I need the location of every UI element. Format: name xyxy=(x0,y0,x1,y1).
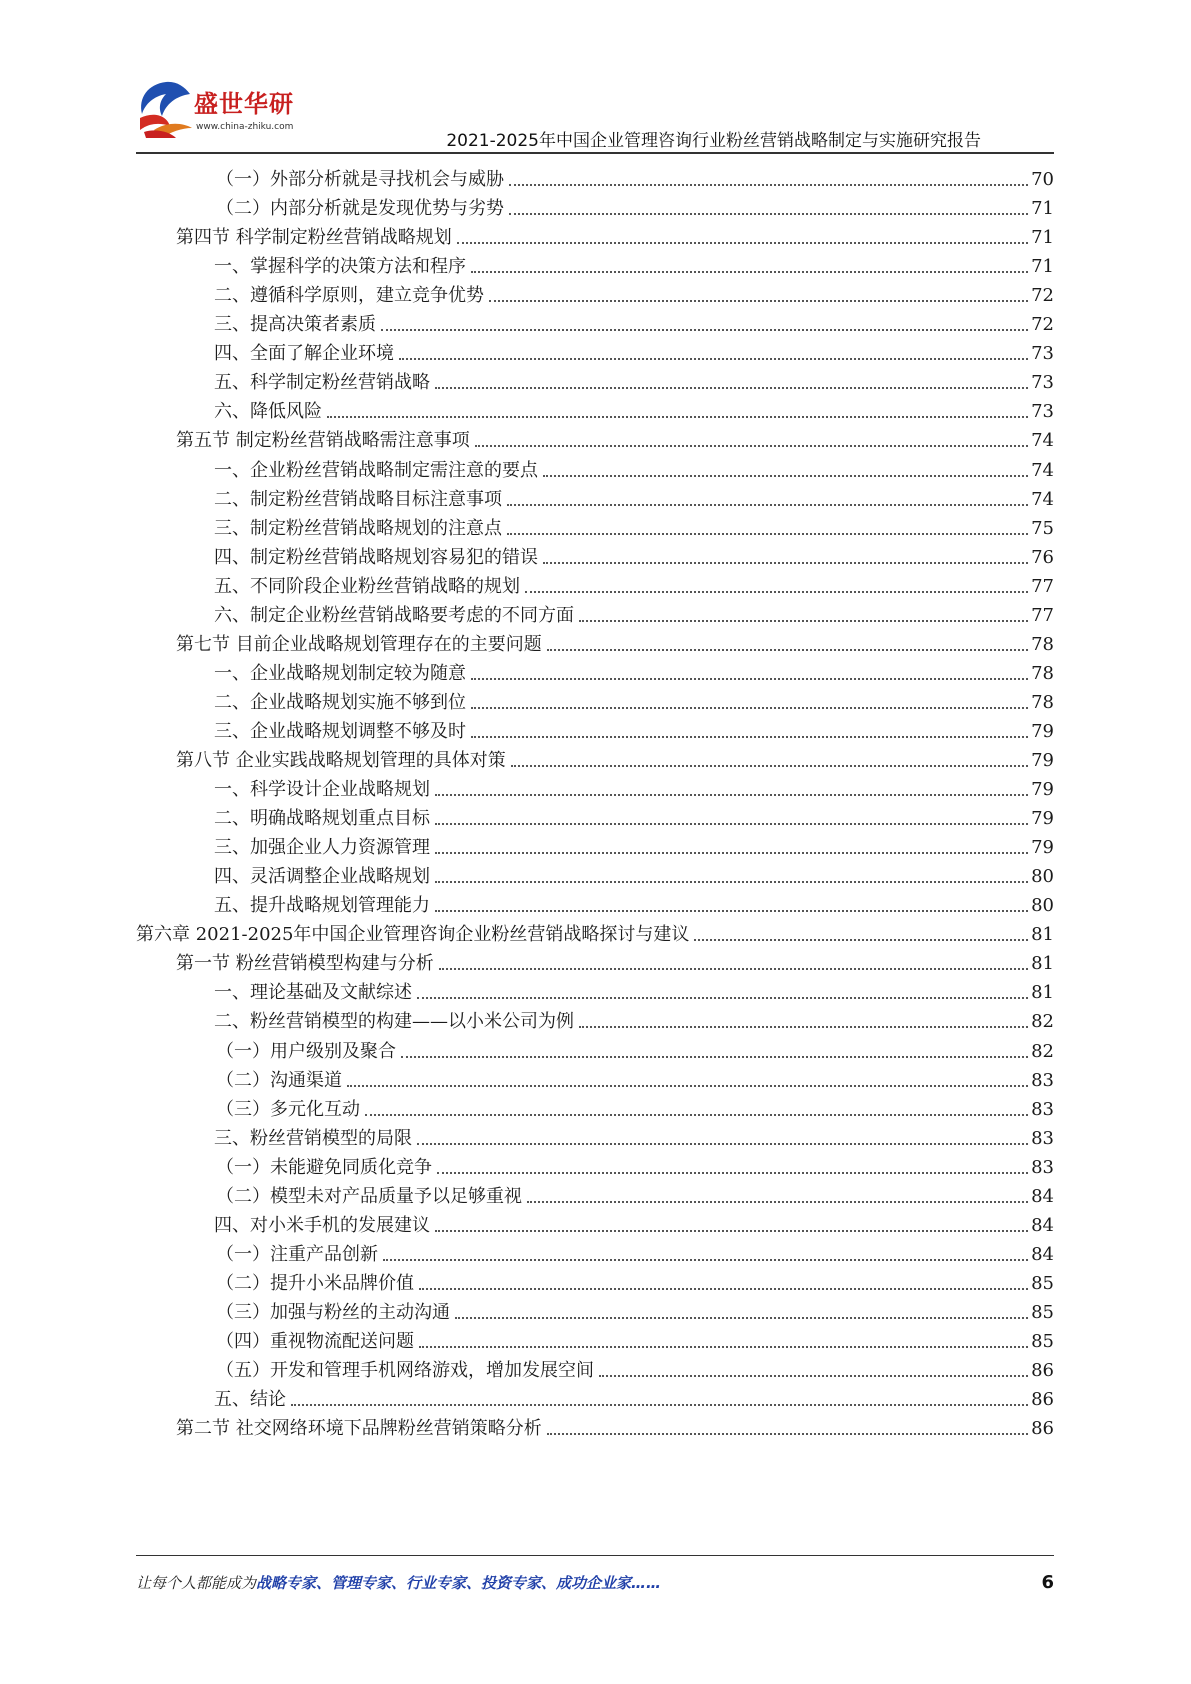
toc-entry-title: 二、明确战略规划重点目标 xyxy=(214,808,430,830)
toc-entry[interactable] xyxy=(214,334,1054,365)
toc-entry[interactable] xyxy=(214,1380,1054,1411)
toc-entry-title: 三、提高决策者素质 xyxy=(214,314,376,336)
toc-entry-page: 78 xyxy=(1031,691,1054,713)
toc-entry-title: 四、对小米手机的发展建议 xyxy=(214,1214,430,1236)
toc-entry-title: 二、企业战略规划实施不够到位 xyxy=(214,691,466,713)
toc-dot-leader xyxy=(471,678,1028,680)
toc-entry-title: 三、制定粉丝营销战略规划的注意点 xyxy=(214,517,502,539)
toc-entry-title: （二）内部分析就是发现优势与劣势 xyxy=(216,198,504,220)
toc-entry-title: （三）多元化互动 xyxy=(216,1098,360,1120)
toc-entry[interactable] xyxy=(214,770,1054,801)
toc-dot-leader xyxy=(347,1085,1028,1087)
toc-entry-page: 86 xyxy=(1031,1360,1054,1382)
toc-entry[interactable] xyxy=(214,567,1054,598)
toc-entry-page: 81 xyxy=(1031,924,1054,946)
toc-entry[interactable] xyxy=(214,363,1054,394)
toc-entry-page: 72 xyxy=(1031,314,1054,336)
toc-entry-title: （二）提升小米品牌价值 xyxy=(216,1272,414,1294)
toc-entry[interactable] xyxy=(216,1032,1054,1063)
toc-entry-page: 82 xyxy=(1031,1011,1054,1033)
toc-dot-leader xyxy=(525,591,1028,593)
toc-entry[interactable] xyxy=(216,1090,1054,1121)
toc-entry-title: 五、科学制定粉丝营销战略 xyxy=(214,372,430,394)
toc-entry[interactable] xyxy=(214,480,1054,511)
toc-dot-leader xyxy=(489,300,1028,302)
header-divider xyxy=(136,152,1054,154)
toc-entry-title: 五、结论 xyxy=(214,1389,286,1411)
toc-entry-title: （二）沟通渠道 xyxy=(216,1069,342,1091)
toc-entry-title: （四）重视物流配送问题 xyxy=(216,1331,414,1352)
toc-entry[interactable] xyxy=(214,451,1054,482)
toc-dot-leader xyxy=(694,939,1028,941)
toc-entry[interactable] xyxy=(216,1177,1054,1208)
toc-entry-title: 六、降低风险 xyxy=(214,401,322,423)
toc-entry-page: 85 xyxy=(1031,1301,1054,1323)
toc-entry-page: 85 xyxy=(1031,1331,1054,1352)
toc-entry-title: （二）模型未对产品质量予以足够重视 xyxy=(216,1185,522,1207)
page-header xyxy=(0,0,1191,150)
toc-entry-page: 78 xyxy=(1031,662,1054,684)
toc-entry-page: 74 xyxy=(1031,430,1054,452)
toc-entry-page: 77 xyxy=(1031,575,1054,597)
toc-dot-leader xyxy=(435,387,1028,389)
toc-dot-leader xyxy=(471,707,1028,709)
toc-entry[interactable] xyxy=(216,1322,1054,1353)
toc-dot-leader xyxy=(419,1346,1028,1348)
toc-dot-leader xyxy=(471,736,1028,738)
toc-entry-title: 五、不同阶段企业粉丝营销战略的规划 xyxy=(214,575,520,597)
toc-dot-leader xyxy=(437,1172,1028,1174)
toc-entry[interactable] xyxy=(176,421,1054,452)
toc-dot-leader xyxy=(475,445,1028,447)
toc-entry[interactable] xyxy=(176,1409,1054,1440)
toc-entry-title: （一）未能避免同质化竞争 xyxy=(216,1156,432,1178)
toc-dot-leader xyxy=(579,620,1028,622)
toc-entry-page: 79 xyxy=(1031,837,1054,859)
toc-entry-title: 四、制定粉丝营销战略规划容易犯的错误 xyxy=(214,546,538,568)
toc-entry-title: 一、科学设计企业战略规划 xyxy=(214,779,430,801)
toc-entry-title: （三）加强与粉丝的主动沟通 xyxy=(216,1301,450,1323)
toc-dot-leader xyxy=(365,1114,1028,1116)
toc-entry-page: 82 xyxy=(1031,1040,1054,1062)
toc-entry-page: 73 xyxy=(1031,401,1054,423)
toc-dot-leader xyxy=(435,881,1028,883)
toc-entry-page: 71 xyxy=(1031,198,1054,220)
toc-entry-page: 81 xyxy=(1031,953,1054,975)
toc-dot-leader xyxy=(543,562,1028,564)
toc-dot-leader xyxy=(399,358,1028,360)
toc-entry-title: 第六章 2021-2025年中国企业管理咨询企业粉丝营销战略探讨与建议 xyxy=(136,924,690,946)
toc-entry-title: （一）外部分析就是寻找机会与威胁 xyxy=(216,169,504,190)
toc-dot-leader xyxy=(527,1201,1028,1203)
toc-entry-title: 三、加强企业人力资源管理 xyxy=(214,837,430,859)
toc-entry[interactable] xyxy=(216,1235,1054,1266)
toc-dot-leader xyxy=(547,1433,1028,1435)
toc-dot-leader xyxy=(511,765,1028,767)
toc-entry-page: 80 xyxy=(1031,895,1054,917)
logo-emblem-icon xyxy=(136,78,196,140)
toc-entry[interactable] xyxy=(214,392,1054,423)
toc-dot-leader xyxy=(435,823,1028,825)
toc-entry-title: 四、灵活调整企业战略规划 xyxy=(214,866,430,888)
toc-entry[interactable] xyxy=(214,247,1054,278)
toc-dot-leader xyxy=(435,794,1028,796)
toc-entry-title: 四、全面了解企业环境 xyxy=(214,343,394,365)
toc-entry[interactable] xyxy=(214,683,1054,714)
toc-entry-page: 84 xyxy=(1031,1185,1054,1207)
toc-entry-title: 第八节 企业实践战略规划管理的具体对策 xyxy=(176,750,506,771)
toc-dot-leader xyxy=(547,649,1028,651)
page-number: 6 xyxy=(1041,1572,1054,1593)
toc-dot-leader xyxy=(543,475,1028,477)
toc-entry[interactable] xyxy=(214,828,1054,859)
toc-entry-title: 第二节 社交网络环境下品牌粉丝营销策略分析 xyxy=(176,1418,542,1440)
toc-entry[interactable] xyxy=(214,1119,1054,1150)
toc-dot-leader xyxy=(417,997,1028,999)
toc-dot-leader xyxy=(507,533,1028,535)
toc-entry-page: 79 xyxy=(1031,779,1054,801)
toc-entry-title: 三、粉丝营销模型的局限 xyxy=(214,1127,412,1149)
toc-entry[interactable] xyxy=(214,973,1054,1004)
toc-entry-title: 一、理论基础及文献综述 xyxy=(214,982,412,1004)
toc-dot-leader xyxy=(509,213,1028,215)
toc-entry[interactable] xyxy=(214,538,1054,569)
toc-entry[interactable] xyxy=(214,857,1054,888)
toc-entry-title: 一、掌握科学的决策方法和程序 xyxy=(214,256,466,278)
toc-entry-page: 86 xyxy=(1031,1389,1054,1411)
toc-dot-leader xyxy=(381,329,1028,331)
toc-entry-page: 83 xyxy=(1031,1156,1054,1178)
toc-dot-leader xyxy=(417,1143,1028,1145)
toc-entry-title: 二、遵循科学原则，建立竞争优势 xyxy=(214,285,484,307)
toc-entry-page: 76 xyxy=(1031,546,1054,568)
toc-entry[interactable] xyxy=(214,886,1054,917)
toc-entry-page: 75 xyxy=(1031,517,1054,539)
toc-entry-page: 73 xyxy=(1031,343,1054,365)
toc-entry-page: 83 xyxy=(1031,1069,1054,1091)
report-title: 2021-2025年中国企业管理咨询行业粉丝营销战略制定与实施研究报告 xyxy=(446,131,981,151)
toc-entry[interactable] xyxy=(216,160,1054,191)
toc-entry-title: 二、粉丝营销模型的构建——以小米公司为例 xyxy=(214,1011,574,1033)
toc-dot-leader xyxy=(599,1375,1028,1377)
toc-entry[interactable] xyxy=(176,625,1054,656)
toc-entry-title: 一、企业战略规划制定较为随意 xyxy=(214,662,466,684)
toc-dot-leader xyxy=(471,271,1028,273)
toc-entry-page: 77 xyxy=(1031,604,1054,626)
toc-entry[interactable] xyxy=(214,596,1054,627)
toc-entry-title: 六、制定企业粉丝营销战略要考虑的不同方面 xyxy=(214,604,574,626)
toc-entry[interactable] xyxy=(214,654,1054,685)
toc-entry-title: 二、制定粉丝营销战略目标注意事项 xyxy=(214,488,502,510)
toc-entry[interactable] xyxy=(214,799,1054,830)
toc-entry-page: 72 xyxy=(1031,285,1054,307)
brand-url: www.china-zhiku.com xyxy=(196,122,294,132)
brand-name: 盛世华研 xyxy=(194,90,294,118)
toc-dot-leader xyxy=(579,1026,1028,1028)
toc-entry[interactable] xyxy=(214,305,1054,336)
toc-entry-page: 79 xyxy=(1031,808,1054,830)
footer-divider xyxy=(136,1555,1054,1556)
toc-entry-page: 79 xyxy=(1031,720,1054,742)
footer-slogan-lead: 让每个人都能成为 xyxy=(136,1574,257,1592)
toc-entry-page: 80 xyxy=(1031,866,1054,888)
toc-entry-page: 74 xyxy=(1031,459,1054,481)
toc-entry-page: 79 xyxy=(1031,750,1054,771)
toc-entry-title: （一）用户级别及聚合 xyxy=(216,1040,396,1062)
toc-dot-leader xyxy=(435,1230,1028,1232)
toc-dot-leader xyxy=(457,242,1028,244)
toc-dot-leader xyxy=(455,1317,1028,1319)
toc-entry-page: 83 xyxy=(1031,1127,1054,1149)
toc-entry-title: 五、提升战略规划管理能力 xyxy=(214,895,430,917)
toc-entry-page: 73 xyxy=(1031,372,1054,394)
toc-entry-page: 81 xyxy=(1031,982,1054,1004)
toc-entry-page: 74 xyxy=(1031,488,1054,510)
toc-entry-page: 86 xyxy=(1031,1418,1054,1440)
toc-entry[interactable] xyxy=(214,1002,1054,1033)
toc-entry-title: 一、企业粉丝营销战略制定需注意的要点 xyxy=(214,459,538,481)
toc-entry-title: 第七节 目前企业战略规划管理存在的主要问题 xyxy=(176,633,542,655)
toc-entry[interactable] xyxy=(216,1061,1054,1092)
toc-dot-leader xyxy=(327,416,1028,418)
toc-dot-leader xyxy=(291,1404,1028,1406)
toc-entry-title: 三、企业战略规划调整不够及时 xyxy=(214,720,466,742)
toc-entry-title: 第四节 科学制定粉丝营销战略规划 xyxy=(176,227,452,249)
toc-entry-page: 78 xyxy=(1031,633,1054,655)
toc-dot-leader xyxy=(401,1056,1028,1058)
toc-entry-page: 83 xyxy=(1031,1098,1054,1120)
toc-dot-leader xyxy=(509,184,1028,186)
company-logo xyxy=(136,78,316,146)
toc-dot-leader xyxy=(435,852,1028,854)
toc-entry-page: 84 xyxy=(1031,1214,1054,1236)
toc-entry[interactable] xyxy=(216,189,1054,220)
toc-entry[interactable] xyxy=(214,712,1054,743)
toc-dot-leader xyxy=(435,910,1028,912)
toc-entry-page: 70 xyxy=(1031,169,1054,190)
toc-entry[interactable] xyxy=(216,1148,1054,1179)
toc-dot-leader xyxy=(419,1288,1028,1290)
toc-dot-leader xyxy=(507,504,1028,506)
toc-entry[interactable] xyxy=(176,741,1054,772)
toc-entry-page: 84 xyxy=(1031,1243,1054,1265)
toc-entry[interactable] xyxy=(176,944,1054,975)
toc-entry-page: 71 xyxy=(1031,227,1054,249)
toc-entry-title: 第五节 制定粉丝营销战略需注意事项 xyxy=(176,430,470,452)
page-footer xyxy=(136,1572,1054,1596)
toc-entry[interactable] xyxy=(214,1206,1054,1237)
toc-entry-title: 第一节 粉丝营销模型构建与分析 xyxy=(176,953,434,975)
toc-entry[interactable] xyxy=(214,276,1054,307)
toc-entry-title: （五）开发和管理手机网络游戏，增加发展空间 xyxy=(216,1360,594,1382)
toc-entry-page: 85 xyxy=(1031,1272,1054,1294)
toc-entry-page: 71 xyxy=(1031,256,1054,278)
toc-dot-leader xyxy=(439,968,1028,970)
toc-entry[interactable] xyxy=(136,915,1054,946)
toc-entry[interactable] xyxy=(176,218,1054,249)
toc-entry-title: （一）注重产品创新 xyxy=(216,1243,378,1265)
toc-entry[interactable] xyxy=(216,1264,1054,1295)
toc-entry[interactable] xyxy=(216,1351,1054,1382)
toc-entry[interactable] xyxy=(214,509,1054,540)
toc-entry[interactable] xyxy=(216,1293,1054,1324)
footer-slogan-highlight: 战略专家、管理专家、行业专家、投资专家、成功企业家…… xyxy=(256,1574,662,1592)
toc-dot-leader xyxy=(383,1259,1028,1261)
